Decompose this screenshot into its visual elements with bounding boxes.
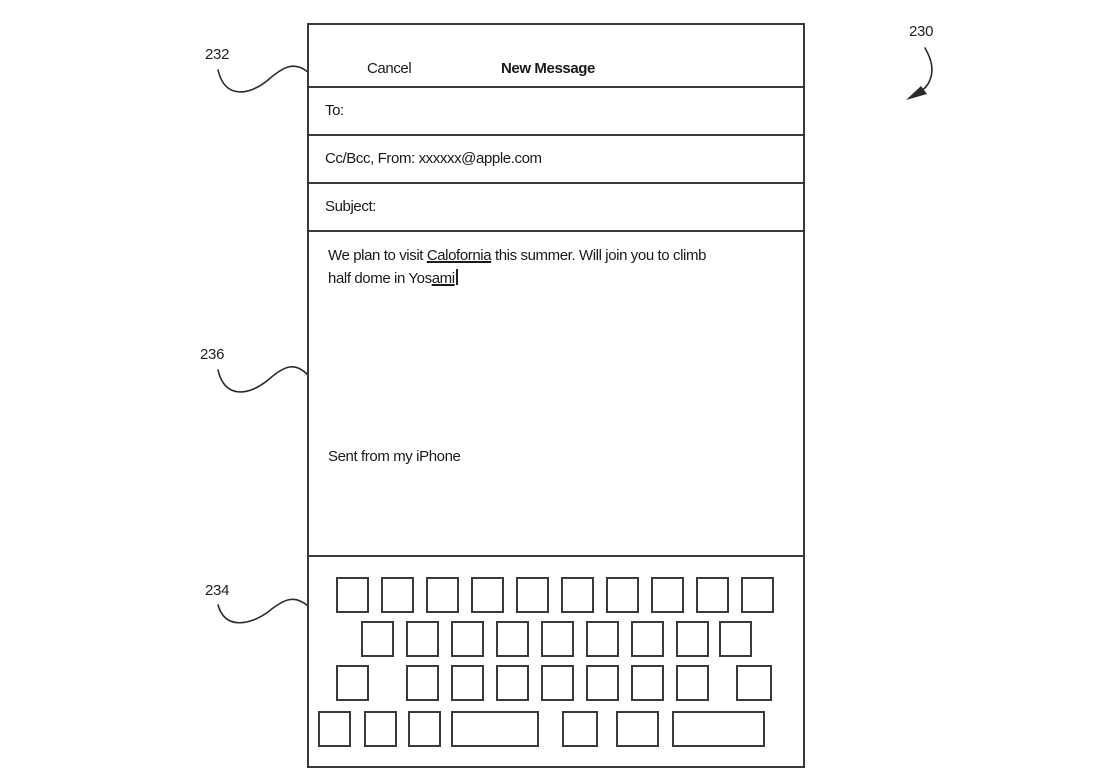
keyboard-key[interactable] — [696, 577, 729, 613]
cc-bcc-from-label: Cc/Bcc, From: xxxxxx@apple.com — [325, 150, 542, 167]
numbers-key[interactable] — [318, 711, 351, 747]
keyboard-key[interactable] — [676, 621, 709, 657]
message-body[interactable] — [309, 232, 803, 557]
keyboard-key[interactable] — [381, 577, 414, 613]
leader-232 — [218, 66, 308, 92]
keyboard-key[interactable] — [541, 621, 574, 657]
message-body-text — [328, 244, 788, 290]
to-field[interactable] — [309, 88, 803, 136]
device-screen — [307, 23, 805, 768]
return-key[interactable] — [672, 711, 765, 747]
keyboard-key[interactable] — [406, 621, 439, 657]
misspelled-word[interactable]: Calofornia — [426, 247, 492, 264]
keyboard-key[interactable] — [586, 665, 619, 701]
keyboard-key[interactable] — [651, 577, 684, 613]
leader-236 — [218, 367, 308, 392]
partial-word: ami — [431, 270, 455, 287]
ref-label-230: 230 — [909, 23, 934, 40]
cc-bcc-from-field[interactable] — [309, 136, 803, 184]
page-title: New Message — [501, 60, 595, 77]
to-label: To: — [325, 102, 344, 119]
leader-230 — [912, 48, 932, 97]
ref-label-234: 234 — [205, 582, 230, 599]
navigation-bar — [309, 25, 803, 88]
leader-234 — [218, 599, 308, 622]
keyboard-key[interactable] — [471, 577, 504, 613]
ref-label-232: 232 — [205, 46, 230, 63]
keyboard-key[interactable] — [336, 577, 369, 613]
keyboard-key[interactable] — [406, 665, 439, 701]
body-text-segment: this summer. Will join you to climb — [491, 247, 707, 264]
keyboard-key[interactable] — [631, 665, 664, 701]
space-key[interactable] — [451, 711, 539, 747]
body-text-segment: half dome in Yos — [328, 270, 432, 287]
backspace-key[interactable] — [736, 665, 772, 701]
keyboard-key[interactable] — [541, 665, 574, 701]
keyboard-key[interactable] — [561, 577, 594, 613]
keyboard-key[interactable] — [586, 621, 619, 657]
text-cursor — [456, 269, 458, 285]
keyboard-key[interactable] — [451, 665, 484, 701]
subject-label: Subject: — [325, 198, 376, 215]
keyboard-key[interactable] — [719, 621, 752, 657]
keyboard-key[interactable] — [741, 577, 774, 613]
cancel-button[interactable]: Cancel — [367, 60, 412, 77]
on-screen-keyboard — [309, 557, 803, 766]
keyboard-key[interactable] — [606, 577, 639, 613]
keyboard-key[interactable] — [631, 621, 664, 657]
globe-key[interactable] — [364, 711, 397, 747]
body-text-segment: We plan to visit — [328, 247, 427, 264]
keyboard-key[interactable] — [676, 665, 709, 701]
subject-field[interactable] — [309, 184, 803, 232]
ref-label-236: 236 — [200, 346, 225, 363]
keyboard-key[interactable] — [496, 665, 529, 701]
period-key[interactable] — [616, 711, 659, 747]
keyboard-key[interactable] — [361, 621, 394, 657]
at-key[interactable] — [562, 711, 598, 747]
arrowhead-230 — [906, 86, 927, 100]
keyboard-key[interactable] — [426, 577, 459, 613]
keyboard-key[interactable] — [496, 621, 529, 657]
shift-key[interactable] — [336, 665, 369, 701]
keyboard-key[interactable] — [516, 577, 549, 613]
signature-text: Sent from my iPhone — [328, 448, 461, 465]
dictation-key[interactable] — [408, 711, 441, 747]
keyboard-key[interactable] — [451, 621, 484, 657]
